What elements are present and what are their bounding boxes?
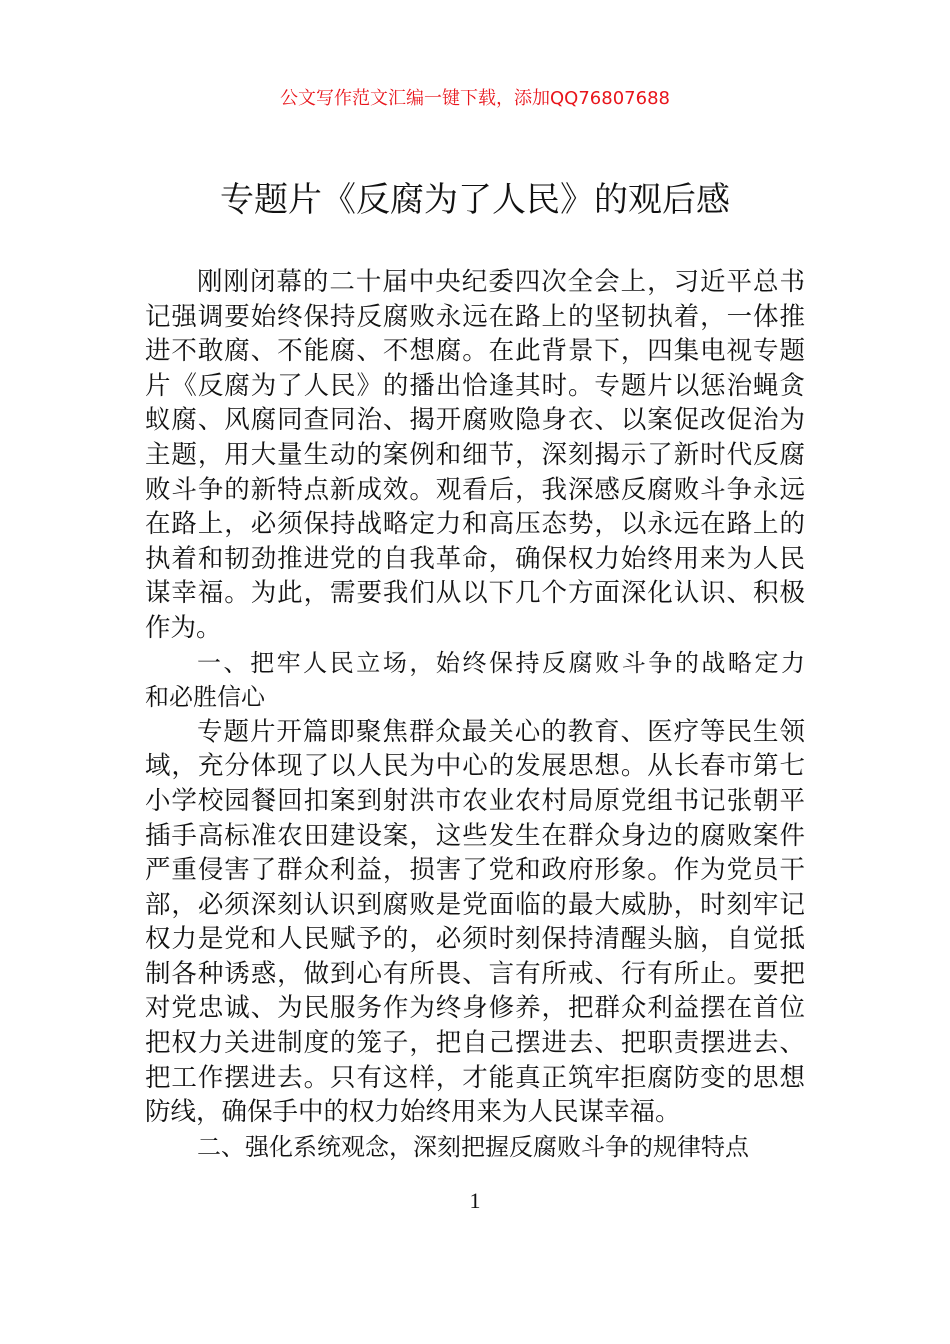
text-line: 插手高标准农田建设案，这些发生在群众身边的腐败案件 xyxy=(145,820,805,851)
text-line: 蚁腐、风腐同查同治、揭开腐败隐身衣、以案促改促治为 xyxy=(145,405,805,436)
text-line: 把权力关进制度的笼子，把自己摆进去、把职责摆进去、 xyxy=(145,1028,805,1059)
paragraph xyxy=(145,715,805,1130)
promo-header: 公文写作范文汇编一键下载，添加QQ76807688 xyxy=(280,88,670,109)
text-line: 进不敢腐、不能腐、不想腐。在此背景下，四集电视专题 xyxy=(145,336,805,367)
page-number: 1 xyxy=(469,1188,481,1213)
text-line: 专题片开篇即聚焦群众最关心的教育、医疗等民生领 xyxy=(197,716,805,747)
document-title: 专题片《反腐为了人民》的观后感 xyxy=(220,180,730,220)
text-line: 主题，用大量生动的案例和细节，深刻揭示了新时代反腐 xyxy=(145,439,805,470)
text-line: 制各种诱惑，做到心有所畏、言有所戒、行有所止。要把 xyxy=(145,958,805,989)
paragraph xyxy=(145,265,805,646)
text-line: 片《反腐为了人民》的播出恰逢其时。专题片以惩治蝇贪 xyxy=(145,370,805,401)
document-body xyxy=(145,265,805,1164)
text-line: 部，必须深刻认识到腐败是党面临的最大威胁，时刻牢记 xyxy=(145,889,805,920)
text-line: 刚刚闭幕的二十届中央纪委四次全会上，习近平总书 xyxy=(197,267,805,297)
text-line: 谋幸福。为此，需要我们从以下几个方面深化认识、积极 xyxy=(145,578,805,609)
text-line: 小学校园餐回扣案到射洪市农业农村局原党组书记张朝平 xyxy=(145,785,805,816)
text-line: 作为。 xyxy=(145,612,222,643)
text-line: 对党忠诚、为民服务作为终身修养，把群众利益摆在首位 xyxy=(145,993,805,1024)
text-line: 域，充分体现了以人民为中心的发展思想。从长春市第七 xyxy=(145,751,805,782)
section-heading xyxy=(145,646,805,715)
text-line: 执着和韧劲推进党的自我革命，确保权力始终用来为人民 xyxy=(145,543,805,574)
text-line: 记强调要始终保持反腐败永远在路上的坚韧执着，一体推 xyxy=(145,301,805,332)
text-line: 在路上，必须保持战略定力和高压态势，以永远在路上的 xyxy=(145,509,805,540)
text-line: 权力是党和人民赋予的，必须时刻保持清醒头脑，自觉抵 xyxy=(145,924,805,955)
text-line: 严重侵害了群众利益，损害了党和政府形象。作为党员干 xyxy=(145,855,805,886)
section-heading xyxy=(145,1130,805,1165)
text-line: 防线，确保手中的权力始终用来为人民谋幸福。 xyxy=(145,1097,681,1128)
text-line: 一、把牢人民立场，始终保持反腐败斗争的战略定力 xyxy=(197,648,805,677)
text-line: 和必胜信心 xyxy=(145,683,265,712)
text-line: 二、强化系统观念，深刻把握反腐败斗争的规律特点 xyxy=(197,1132,749,1161)
text-line: 把工作摆进去。只有这样，才能真正筑牢拒腐防变的思想 xyxy=(145,1062,805,1093)
text-line: 败斗争的新特点新成效。观看后，我深感反腐败斗争永远 xyxy=(145,474,805,505)
